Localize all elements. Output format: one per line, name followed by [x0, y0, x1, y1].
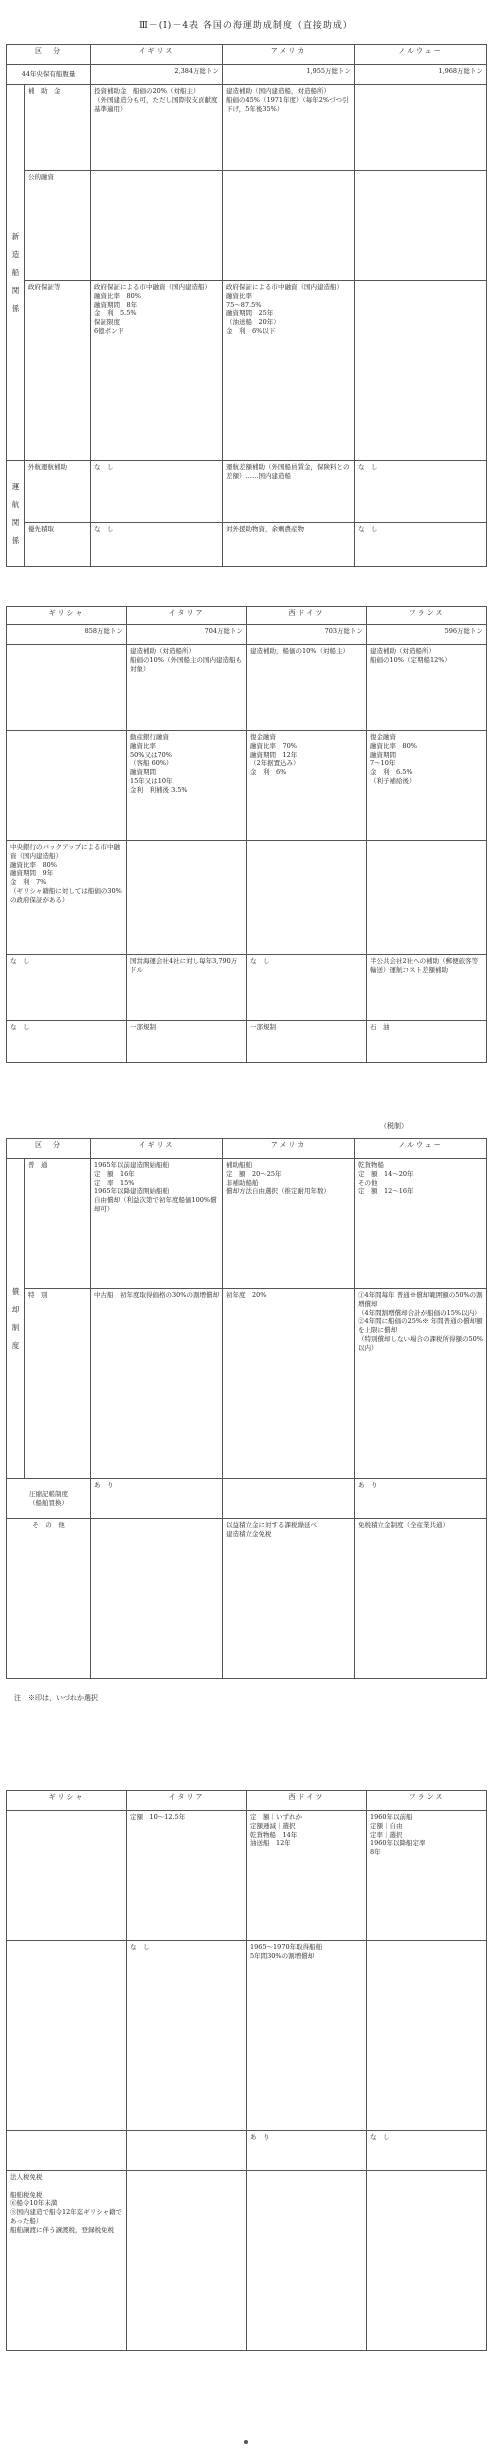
cell: [91, 1519, 223, 1679]
header-kubun: 区 分: [7, 45, 91, 65]
cell: [7, 1811, 127, 1941]
cell: な し: [367, 2131, 487, 2171]
category-depreciation: 償却制度: [11, 1286, 20, 1350]
cell: [127, 2131, 247, 2171]
cell: [127, 2171, 247, 2351]
fleet-france: 596万総トン: [367, 625, 487, 645]
header-uk: イギリス: [91, 45, 223, 65]
fleet-label: 44年央保有船腹量: [7, 65, 91, 85]
cell: あ り: [91, 1479, 223, 1519]
cell: [7, 645, 127, 731]
cell: 免税積立金制度（全産業共通）: [355, 1519, 487, 1679]
cell: あ り: [355, 1479, 487, 1519]
cell: あ り: [247, 2131, 367, 2171]
cell: [355, 171, 487, 281]
row-label-other: そ の 他: [7, 1519, 91, 1679]
cell: な し: [247, 955, 367, 1021]
cell: 中央銀行のバックアップによる市中融資（国内建造船） 融資比率 80% 融資期間 9年 金 利 7% （ギリシャ籍船に対しては船価の30%の政府保証がある）: [7, 841, 127, 955]
cell: 一部規制: [127, 1021, 247, 1063]
cell: 復金融資 融資比率 70% 融資期間 12年 （2年据置込み） 金 利 6%: [247, 731, 367, 841]
header-us: アメリカ: [223, 1139, 355, 1159]
cell: 以益積立金に対する課税繰延べ 建造積立金免税: [223, 1519, 355, 1679]
row-label-preferential: 優先積取: [25, 523, 91, 567]
cell: 石 油: [367, 1021, 487, 1063]
cell: [367, 841, 487, 955]
header-greece: ギリシャ: [7, 607, 127, 625]
row-label-public-loan: 公的融資: [25, 171, 91, 281]
header-norway: ノルウェー: [355, 45, 487, 65]
cell: 建造補助（対造船所） 船価の10%（定期船12%）: [367, 645, 487, 731]
header-italy: イタリア: [127, 607, 247, 625]
cell: 一部規制: [247, 1021, 367, 1063]
cell: [367, 2171, 487, 2351]
fleet-greece: 858万総トン: [7, 625, 127, 645]
fleet-norway: 1,968万総トン: [355, 65, 487, 85]
cell: [7, 731, 127, 841]
cell: [127, 841, 247, 955]
row-label-guarantee: 政府保証等: [25, 281, 91, 461]
header-france: フランス: [367, 1791, 487, 1811]
fleet-italy: 704万総トン: [127, 625, 247, 645]
cell: 初年度 20%: [223, 1289, 355, 1479]
cell: 対外援助物資，余剰農産物: [223, 523, 355, 567]
cell: 1965年以前建造開始船舶 定 額 16年 定 率 15% 1965年以降建造開始船舶 自由償却（利益次第で初年度船価100%償却可）: [91, 1159, 223, 1289]
cell: 半公共会社2社への補助（郵便旅客等輸送）運航コスト差額補助: [367, 955, 487, 1021]
page-dot: [244, 2440, 248, 2444]
row-label-operation-subsidy: 外航運航補助: [25, 461, 91, 523]
category-operation: 運航関係: [11, 481, 20, 545]
cell: 投資補助金 船価の20%（対船主） （外国建造分も可，ただし国際収支貢献度基準適用）: [91, 85, 223, 171]
row-label-special: 特 別: [25, 1289, 91, 1479]
cell: [223, 1479, 355, 1519]
cell: [7, 1941, 127, 2131]
cell: 復金融資 融資比率 80% 融資期間 7～10年 金 利 6.5% （利子補給後）: [367, 731, 487, 841]
page-title: Ⅲ－(Ⅰ)－4表 各国の海運助成制度（直接助成）: [139, 21, 353, 31]
header-italy: イタリア: [127, 1791, 247, 1811]
cell: な し: [7, 1021, 127, 1063]
row-label-compressed: 圧縮記帳制度 （船舶買換）: [7, 1479, 91, 1519]
cell: 建造補助（対造船所） 船価の10%（外国船主の国内建造船も対象）: [127, 645, 247, 731]
header-france: フランス: [367, 607, 487, 625]
tax-table-1: [6, 1138, 487, 1679]
cell: [355, 85, 487, 171]
header-west-germany: 西ドイツ: [247, 607, 367, 625]
header-kubun: 区 分: [7, 1139, 91, 1159]
cell: な し: [355, 461, 487, 523]
cell: 政府保証による市中融資（国内建造船） 融資比率 80% 融資期間 8年 金 利 5.5% 保証限度 6億ポンド: [91, 281, 223, 461]
cell: 定 額｜いずれか 定額逓減｜選択 乾貨物船 14年 油送船 12年: [247, 1811, 367, 1941]
cell: ①4年間毎年 普通※償却範囲額の50%の割増償却 （4年間割増償却合計が船価の15%以内） ②4年間に船価の25%※ 年間普通の償却額を上限に償却 （特別償却しない場合の課税所得額の50%以内）: [355, 1289, 487, 1479]
header-uk: イギリス: [91, 1139, 223, 1159]
cell: 建造補助（国内建造船，対造船所） 船価の45%（1971年度）（毎年2%づつ引下げ，5年後35%）: [223, 85, 355, 171]
cell: な し: [91, 523, 223, 567]
cell: [91, 171, 223, 281]
cell: な し: [127, 1941, 247, 2131]
cell: な し: [355, 523, 487, 567]
header-greece: ギリシャ: [7, 1791, 127, 1811]
cell: 1965～1970年取得船舶 5年間30%の割増償却: [247, 1941, 367, 2131]
row-label-subsidy: 補 助 金: [25, 85, 91, 171]
cell: 法人税免税 船舶税免税 ⑥船令10年未満 ⑤国内建造で船令12年迄ギリシャ籍であった船） 船舶譲渡に伴う譲渡税，登録税免税: [7, 2171, 127, 2351]
subsidy-table-1: [6, 44, 487, 567]
cell: [223, 171, 355, 281]
cell: 補助船舶 定 額 20～25年 非補助船舶 償却方法自由選択（推定耐用年数）: [223, 1159, 355, 1289]
footnote: 注 ※印は，いづれか選択: [14, 1694, 98, 1702]
row-label-normal: 普 通: [25, 1159, 91, 1289]
fleet-uk: 2,384万総トン: [91, 65, 223, 85]
fleet-west-germany: 703万総トン: [247, 625, 367, 645]
cell: な し: [91, 461, 223, 523]
cell: 中古船 初年度取得価格の30%の割増償却: [91, 1289, 223, 1479]
category-new-ship: 新造船関係: [11, 231, 20, 313]
cell: 動産銀行融資 融資比率 50%又は70% （客船 60%） 融資期間 15年又は10年 金利 利補後 3.5%: [127, 731, 247, 841]
cell: 1960年以前船 定額｜自由 定率｜選択 1960年以降船定率 8年: [367, 1811, 487, 1941]
subsidy-table-2: [6, 606, 487, 1063]
header-norway: ノルウェー: [355, 1139, 487, 1159]
fleet-us: 1,955万総トン: [223, 65, 355, 85]
cell: [247, 2171, 367, 2351]
tax-table-2: [6, 1790, 487, 2351]
header-us: アメリカ: [223, 45, 355, 65]
cell: [247, 841, 367, 955]
cell: 運航差額補助（外国船員賃金，保険料との差額）……国内建造船: [223, 461, 355, 523]
cell: [355, 281, 487, 461]
cell: 政府保証による市中融資（国内建造船） 融資比率 75～87.5% 融資期間 25年 （油送船 20年） 金 利 6%以下: [223, 281, 355, 461]
cell: [367, 1941, 487, 2131]
cell: 建造補助，船価の10%（対船主）: [247, 645, 367, 731]
cell: 国営海運会社4社に対し毎年3,790万ドル: [127, 955, 247, 1021]
cell: 乾貨物船 定 額 14～20年 その他 定 額 12～16年: [355, 1159, 487, 1289]
cell: な し: [7, 955, 127, 1021]
section-tax-label: （税制）: [380, 1122, 408, 1130]
cell: [7, 2131, 127, 2171]
cell: 定額 10～12.5年: [127, 1811, 247, 1941]
header-west-germany: 西ドイツ: [247, 1791, 367, 1811]
